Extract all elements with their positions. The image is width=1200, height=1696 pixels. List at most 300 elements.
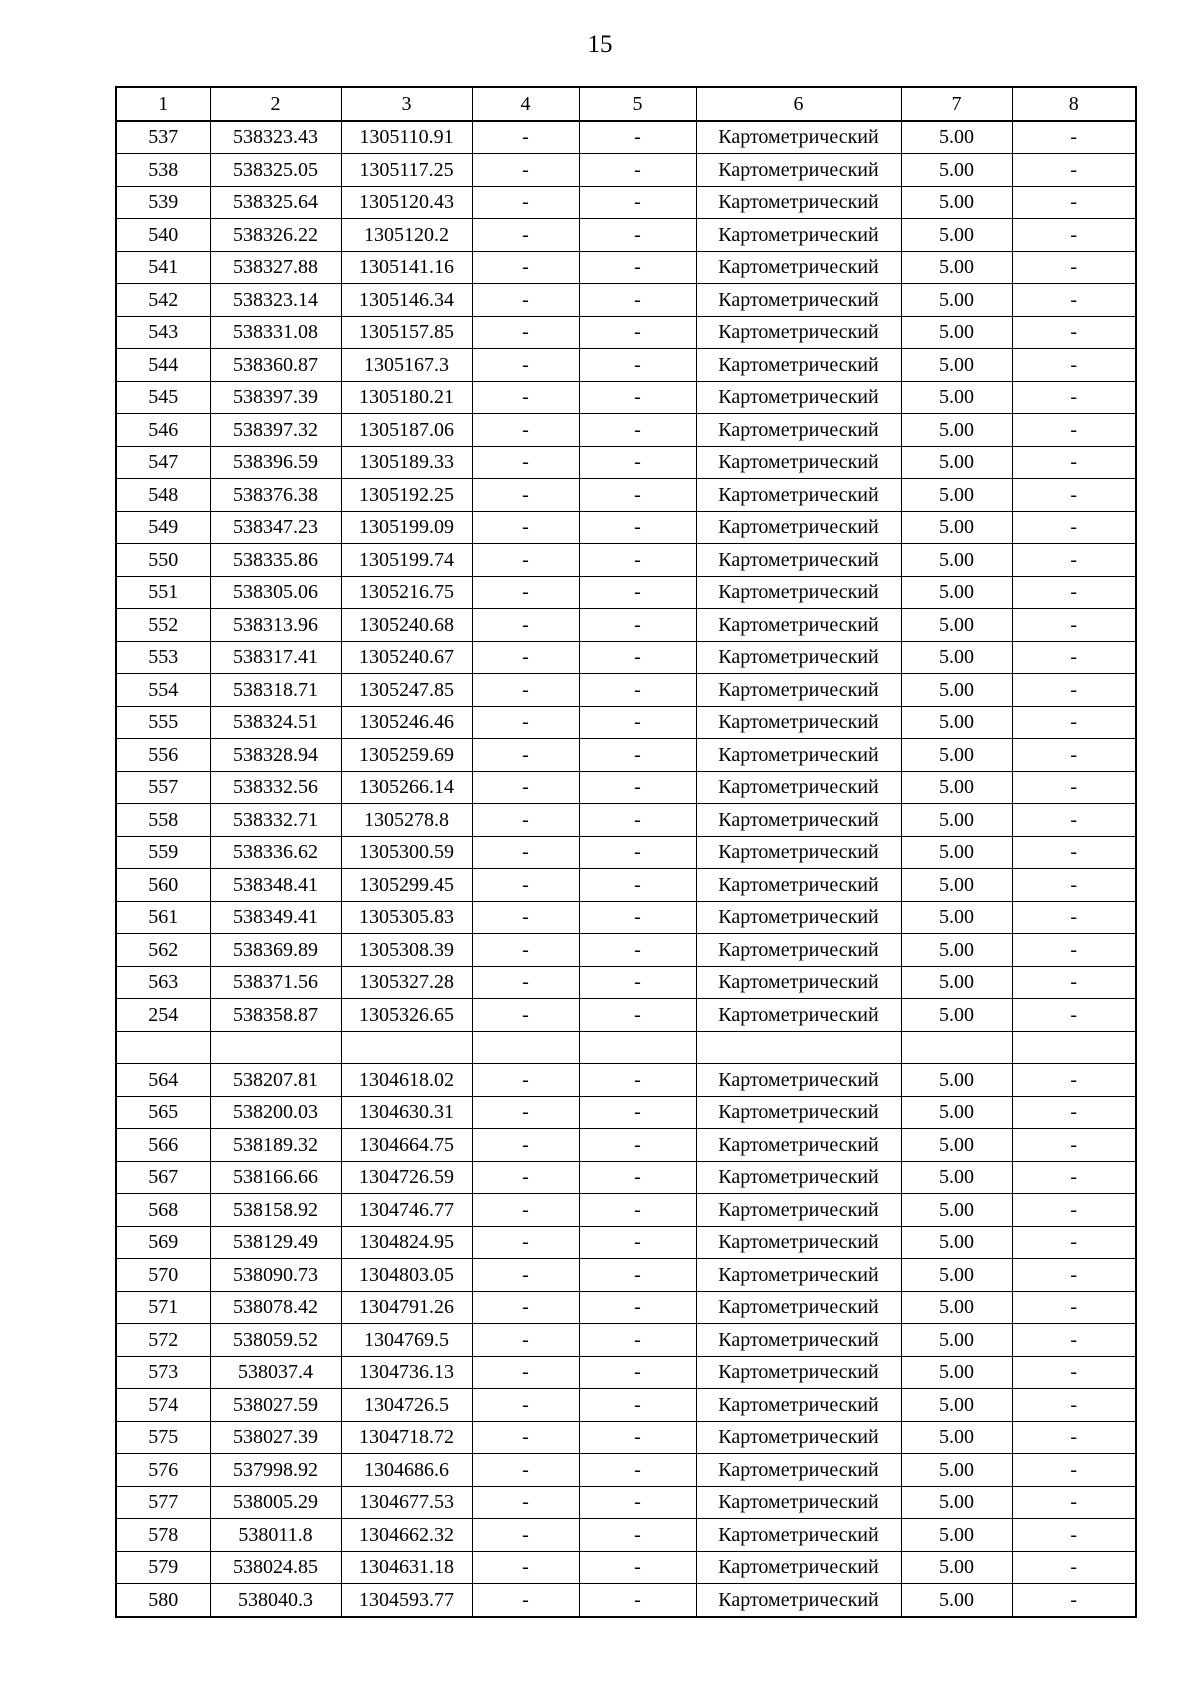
- table-cell: Картометрический: [696, 1519, 901, 1552]
- table-cell: -: [579, 1064, 696, 1097]
- table-cell: 540: [116, 219, 210, 252]
- table-cell: 1305189.33: [341, 446, 472, 479]
- table-cell: 1304726.5: [341, 1389, 472, 1422]
- table-cell: Картометрический: [696, 771, 901, 804]
- table-cell: 538348.41: [210, 869, 341, 902]
- table-cell: 573: [116, 1356, 210, 1389]
- table-cell: -: [472, 739, 579, 772]
- table-row: [116, 1226, 1136, 1259]
- table-cell: 568: [116, 1194, 210, 1227]
- table-cell: Картометрический: [696, 1129, 901, 1162]
- table-cell: 1305117.25: [341, 154, 472, 187]
- table-cell: -: [472, 1291, 579, 1324]
- table-cell: [341, 1031, 472, 1064]
- table-cell: -: [472, 1486, 579, 1519]
- table-cell: 1305326.65: [341, 999, 472, 1032]
- table-cell: Картометрический: [696, 479, 901, 512]
- table-cell: [901, 1031, 1012, 1064]
- table-cell: Картометрический: [696, 999, 901, 1032]
- table-cell: 1305199.74: [341, 544, 472, 577]
- table-cell: -: [472, 1421, 579, 1454]
- table-cell: 567: [116, 1161, 210, 1194]
- table-cell: -: [1012, 121, 1136, 154]
- table-cell: -: [1012, 1519, 1136, 1552]
- table-cell: 551: [116, 576, 210, 609]
- table-cell: Картометрический: [696, 1324, 901, 1357]
- table-cell: 571: [116, 1291, 210, 1324]
- table-row: [116, 1519, 1136, 1552]
- table-cell: Картометрический: [696, 706, 901, 739]
- table-row: [116, 1421, 1136, 1454]
- table-cell: -: [579, 511, 696, 544]
- table-cell: 538129.49: [210, 1226, 341, 1259]
- table-cell: -: [1012, 1129, 1136, 1162]
- table-cell: 5.00: [901, 1324, 1012, 1357]
- table-cell: 5.00: [901, 1291, 1012, 1324]
- table-cell: Картометрический: [696, 1259, 901, 1292]
- table-cell: -: [579, 1356, 696, 1389]
- table-cell: -: [472, 1226, 579, 1259]
- table-cell: 538040.3: [210, 1584, 341, 1617]
- table-cell: -: [1012, 1291, 1136, 1324]
- table-cell: 538349.41: [210, 901, 341, 934]
- table-cell: -: [472, 479, 579, 512]
- table-cell: 1305246.46: [341, 706, 472, 739]
- table-row: [116, 414, 1136, 447]
- table-cell: -: [472, 999, 579, 1032]
- table-cell: 538336.62: [210, 836, 341, 869]
- table-cell: -: [579, 1226, 696, 1259]
- table-cell: 559: [116, 836, 210, 869]
- table-cell: 570: [116, 1259, 210, 1292]
- table-row: [116, 1324, 1136, 1357]
- table-cell: -: [472, 934, 579, 967]
- table-cell: 575: [116, 1421, 210, 1454]
- table-cell: -: [472, 251, 579, 284]
- table-cell: 538: [116, 154, 210, 187]
- table-cell: -: [579, 1324, 696, 1357]
- table-cell: 1305187.06: [341, 414, 472, 447]
- table-cell: 544: [116, 349, 210, 382]
- table-cell: -: [579, 901, 696, 934]
- table-cell: -: [1012, 544, 1136, 577]
- table-cell: 1305240.68: [341, 609, 472, 642]
- table-cell: -: [579, 1519, 696, 1552]
- table-cell: -: [579, 121, 696, 154]
- table-row: [116, 576, 1136, 609]
- table-row: [116, 251, 1136, 284]
- table-cell: 5.00: [901, 284, 1012, 317]
- table-cell: Картометрический: [696, 1356, 901, 1389]
- table-cell: 1304769.5: [341, 1324, 472, 1357]
- table-cell: -: [472, 511, 579, 544]
- table-cell: -: [472, 706, 579, 739]
- table-row: [116, 1194, 1136, 1227]
- table-row: [116, 804, 1136, 837]
- table-header: [116, 87, 1136, 121]
- table-cell: Картометрический: [696, 739, 901, 772]
- table-cell: -: [579, 836, 696, 869]
- table-cell: 1305157.85: [341, 316, 472, 349]
- table-cell: -: [579, 479, 696, 512]
- table-cell: Картометрический: [696, 1584, 901, 1617]
- table-cell: 1304593.77: [341, 1584, 472, 1617]
- table-cell: 5.00: [901, 511, 1012, 544]
- table-cell: -: [579, 1096, 696, 1129]
- table-cell: 1305120.2: [341, 219, 472, 252]
- table-cell: 1304677.53: [341, 1486, 472, 1519]
- table-cell: 5.00: [901, 576, 1012, 609]
- table-cell: -: [1012, 511, 1136, 544]
- table-cell: -: [579, 1259, 696, 1292]
- table-cell: -: [472, 1584, 579, 1617]
- table-cell: -: [472, 1194, 579, 1227]
- header-cell: 7: [901, 87, 1012, 121]
- table-cell: -: [1012, 934, 1136, 967]
- table-cell: 1305110.91: [341, 121, 472, 154]
- table-cell: -: [472, 1096, 579, 1129]
- table-cell: -: [1012, 836, 1136, 869]
- table-cell: Картометрический: [696, 316, 901, 349]
- table-row: [116, 934, 1136, 967]
- table-cell: -: [472, 1064, 579, 1097]
- table-cell: 1305266.14: [341, 771, 472, 804]
- table-cell: -: [579, 381, 696, 414]
- table-cell: 554: [116, 674, 210, 707]
- table-cell: 538396.59: [210, 446, 341, 479]
- table-cell: 5.00: [901, 836, 1012, 869]
- table-cell: 538347.23: [210, 511, 341, 544]
- table-cell: -: [1012, 739, 1136, 772]
- table-cell: -: [1012, 674, 1136, 707]
- table-row: [116, 1584, 1136, 1617]
- table-cell: 5.00: [901, 1584, 1012, 1617]
- table-cell: -: [579, 251, 696, 284]
- table-cell: -: [472, 1389, 579, 1422]
- table-row: [116, 284, 1136, 317]
- table-row: [116, 1031, 1136, 1064]
- header-cell: 2: [210, 87, 341, 121]
- table-row: [116, 381, 1136, 414]
- table-cell: 1305192.25: [341, 479, 472, 512]
- table-cell: -: [1012, 771, 1136, 804]
- table-cell: 1305141.16: [341, 251, 472, 284]
- table-cell: 565: [116, 1096, 210, 1129]
- table-cell: 5.00: [901, 1454, 1012, 1487]
- table-cell: 538358.87: [210, 999, 341, 1032]
- table-cell: 542: [116, 284, 210, 317]
- table-cell: 5.00: [901, 219, 1012, 252]
- table-cell: -: [472, 446, 579, 479]
- table-cell: Картометрический: [696, 609, 901, 642]
- table-cell: 569: [116, 1226, 210, 1259]
- table-cell: -: [1012, 1356, 1136, 1389]
- table-cell: 5.00: [901, 1259, 1012, 1292]
- table-cell: 538323.43: [210, 121, 341, 154]
- table-cell: 5.00: [901, 1421, 1012, 1454]
- table-cell: -: [579, 446, 696, 479]
- coordinates-table: [115, 86, 1137, 1618]
- table-cell: -: [1012, 576, 1136, 609]
- table-cell: -: [1012, 804, 1136, 837]
- table-cell: -: [1012, 706, 1136, 739]
- table-cell: 1305308.39: [341, 934, 472, 967]
- table-cell: 1305259.69: [341, 739, 472, 772]
- table-cell: -: [579, 316, 696, 349]
- table-row: [116, 1259, 1136, 1292]
- table-cell: 538326.22: [210, 219, 341, 252]
- table-cell: 538207.81: [210, 1064, 341, 1097]
- table-cell: -: [579, 1291, 696, 1324]
- table-body: [116, 121, 1136, 1617]
- table-cell: -: [1012, 1584, 1136, 1617]
- table-cell: -: [1012, 414, 1136, 447]
- table-cell: Картометрический: [696, 349, 901, 382]
- table-cell: 557: [116, 771, 210, 804]
- table-cell: Картометрический: [696, 1389, 901, 1422]
- table-cell: 1304618.02: [341, 1064, 472, 1097]
- table-cell: 550: [116, 544, 210, 577]
- table-cell: 537998.92: [210, 1454, 341, 1487]
- table-cell: 1305247.85: [341, 674, 472, 707]
- table-cell: -: [1012, 154, 1136, 187]
- table-cell: Картометрический: [696, 1096, 901, 1129]
- table-cell: 5.00: [901, 1389, 1012, 1422]
- table-cell: 579: [116, 1551, 210, 1584]
- table-cell: -: [472, 836, 579, 869]
- table-cell: -: [472, 349, 579, 382]
- table-cell: 538325.64: [210, 186, 341, 219]
- table-cell: -: [472, 1129, 579, 1162]
- table-cell: 538305.06: [210, 576, 341, 609]
- table-cell: 563: [116, 966, 210, 999]
- table-cell: -: [472, 544, 579, 577]
- table-row: [116, 869, 1136, 902]
- table-cell: 1305305.83: [341, 901, 472, 934]
- table-cell: -: [472, 641, 579, 674]
- table-cell: -: [579, 1486, 696, 1519]
- table-cell: 1304664.75: [341, 1129, 472, 1162]
- table-cell: -: [472, 576, 579, 609]
- table-cell: 5.00: [901, 1194, 1012, 1227]
- table-cell: Картометрический: [696, 381, 901, 414]
- table-cell: 1305327.28: [341, 966, 472, 999]
- table-cell: -: [1012, 381, 1136, 414]
- table-cell: -: [472, 1519, 579, 1552]
- table-cell: -: [579, 576, 696, 609]
- table-cell: 5.00: [901, 999, 1012, 1032]
- table-cell: -: [472, 219, 579, 252]
- table-cell: Картометрический: [696, 1161, 901, 1194]
- table-cell: -: [472, 381, 579, 414]
- table-cell: -: [1012, 446, 1136, 479]
- table-row: [116, 1129, 1136, 1162]
- table-cell: 5.00: [901, 1161, 1012, 1194]
- table-cell: 538335.86: [210, 544, 341, 577]
- table-cell: Картометрический: [696, 121, 901, 154]
- table-cell: 552: [116, 609, 210, 642]
- header-cell: 5: [579, 87, 696, 121]
- table-cell: 558: [116, 804, 210, 837]
- table-cell: Картометрический: [696, 219, 901, 252]
- table-cell: Картометрический: [696, 154, 901, 187]
- table-cell: -: [579, 1194, 696, 1227]
- table-cell: -: [472, 804, 579, 837]
- table-cell: Картометрический: [696, 251, 901, 284]
- table-row: [116, 316, 1136, 349]
- table-cell: 577: [116, 1486, 210, 1519]
- table-cell: 538078.42: [210, 1291, 341, 1324]
- table-cell: 5.00: [901, 414, 1012, 447]
- table-cell: 5.00: [901, 186, 1012, 219]
- table-cell: [579, 1031, 696, 1064]
- table-row: [116, 1291, 1136, 1324]
- table-cell: -: [472, 121, 579, 154]
- table-cell: -: [1012, 1194, 1136, 1227]
- table-row: [116, 511, 1136, 544]
- table-cell: 538327.88: [210, 251, 341, 284]
- table-cell: Картометрический: [696, 446, 901, 479]
- table-cell: 1305167.3: [341, 349, 472, 382]
- table-cell: Картометрический: [696, 1454, 901, 1487]
- table-cell: -: [579, 544, 696, 577]
- table-cell: 1305216.75: [341, 576, 472, 609]
- table-cell: -: [472, 1551, 579, 1584]
- table-cell: 538332.56: [210, 771, 341, 804]
- table-cell: 555: [116, 706, 210, 739]
- table-cell: 538360.87: [210, 349, 341, 382]
- table-cell: -: [1012, 1454, 1136, 1487]
- table-cell: -: [579, 414, 696, 447]
- table-cell: -: [472, 414, 579, 447]
- table-cell: -: [1012, 1551, 1136, 1584]
- table-cell: 5.00: [901, 381, 1012, 414]
- table-cell: -: [1012, 1226, 1136, 1259]
- table-cell: -: [1012, 284, 1136, 317]
- table-cell: 5.00: [901, 544, 1012, 577]
- table-cell: 549: [116, 511, 210, 544]
- table-cell: 541: [116, 251, 210, 284]
- table-row: [116, 1356, 1136, 1389]
- table-cell: 561: [116, 901, 210, 934]
- table-row: [116, 836, 1136, 869]
- table-cell: 5.00: [901, 934, 1012, 967]
- table-cell: -: [579, 1551, 696, 1584]
- table-cell: 1304791.26: [341, 1291, 472, 1324]
- table-cell: -: [579, 999, 696, 1032]
- table-cell: -: [579, 1421, 696, 1454]
- table-cell: 538397.32: [210, 414, 341, 447]
- table-cell: 572: [116, 1324, 210, 1357]
- table-cell: 538376.38: [210, 479, 341, 512]
- table-cell: 560: [116, 869, 210, 902]
- table-cell: Картометрический: [696, 544, 901, 577]
- table-cell: 1305278.8: [341, 804, 472, 837]
- table-cell: -: [1012, 1486, 1136, 1519]
- table-cell: 5.00: [901, 966, 1012, 999]
- table-cell: 5.00: [901, 349, 1012, 382]
- table-cell: -: [1012, 869, 1136, 902]
- table-row: [116, 349, 1136, 382]
- table-row: [116, 641, 1136, 674]
- table-cell: [472, 1031, 579, 1064]
- table-cell: -: [472, 284, 579, 317]
- table-cell: -: [579, 154, 696, 187]
- table-cell: -: [1012, 316, 1136, 349]
- table-cell: -: [579, 966, 696, 999]
- table-cell: 1305146.34: [341, 284, 472, 317]
- table-cell: 562: [116, 934, 210, 967]
- table-cell: -: [472, 771, 579, 804]
- table-row: [116, 674, 1136, 707]
- table-cell: Картометрический: [696, 966, 901, 999]
- table-cell: -: [1012, 1096, 1136, 1129]
- table-row: [116, 121, 1136, 154]
- table-cell: Картометрический: [696, 901, 901, 934]
- table-cell: -: [1012, 1389, 1136, 1422]
- table-cell: 578: [116, 1519, 210, 1552]
- table-cell: Картометрический: [696, 1194, 901, 1227]
- table-row: [116, 186, 1136, 219]
- table-cell: Картометрический: [696, 1421, 901, 1454]
- table-cell: 538317.41: [210, 641, 341, 674]
- table-cell: 5.00: [901, 771, 1012, 804]
- table-cell: -: [1012, 1324, 1136, 1357]
- table-cell: 580: [116, 1584, 210, 1617]
- table-cell: 5.00: [901, 706, 1012, 739]
- table-cell: -: [472, 316, 579, 349]
- table-cell: -: [472, 966, 579, 999]
- table-cell: -: [472, 1324, 579, 1357]
- table-cell: 5.00: [901, 121, 1012, 154]
- table-cell: -: [579, 641, 696, 674]
- table-cell: 538166.66: [210, 1161, 341, 1194]
- table-cell: -: [1012, 349, 1136, 382]
- table-row: [116, 901, 1136, 934]
- table-cell: [696, 1031, 901, 1064]
- table-cell: 5.00: [901, 739, 1012, 772]
- table-cell: -: [1012, 641, 1136, 674]
- table-cell: -: [1012, 966, 1136, 999]
- table-cell: Картометрический: [696, 1226, 901, 1259]
- table-row: [116, 1064, 1136, 1097]
- table-cell: Картометрический: [696, 641, 901, 674]
- table-cell: [116, 1031, 210, 1064]
- table-cell: -: [579, 219, 696, 252]
- table-cell: -: [579, 706, 696, 739]
- table-cell: -: [472, 901, 579, 934]
- table-row: [116, 479, 1136, 512]
- table-cell: 538005.29: [210, 1486, 341, 1519]
- table-cell: -: [1012, 1161, 1136, 1194]
- table-cell: 538024.85: [210, 1551, 341, 1584]
- table-cell: 1304736.13: [341, 1356, 472, 1389]
- table-cell: 1304718.72: [341, 1421, 472, 1454]
- table-cell: 538189.32: [210, 1129, 341, 1162]
- table-cell: 5.00: [901, 1064, 1012, 1097]
- table-row: [116, 1096, 1136, 1129]
- table-cell: -: [472, 674, 579, 707]
- table-cell: -: [579, 804, 696, 837]
- table-cell: Картометрический: [696, 576, 901, 609]
- header-cell: 3: [341, 87, 472, 121]
- table-cell: 538158.92: [210, 1194, 341, 1227]
- table-cell: 1304630.31: [341, 1096, 472, 1129]
- table-cell: Картометрический: [696, 414, 901, 447]
- table-row: [116, 219, 1136, 252]
- table-cell: Картометрический: [696, 836, 901, 869]
- table-cell: 538011.8: [210, 1519, 341, 1552]
